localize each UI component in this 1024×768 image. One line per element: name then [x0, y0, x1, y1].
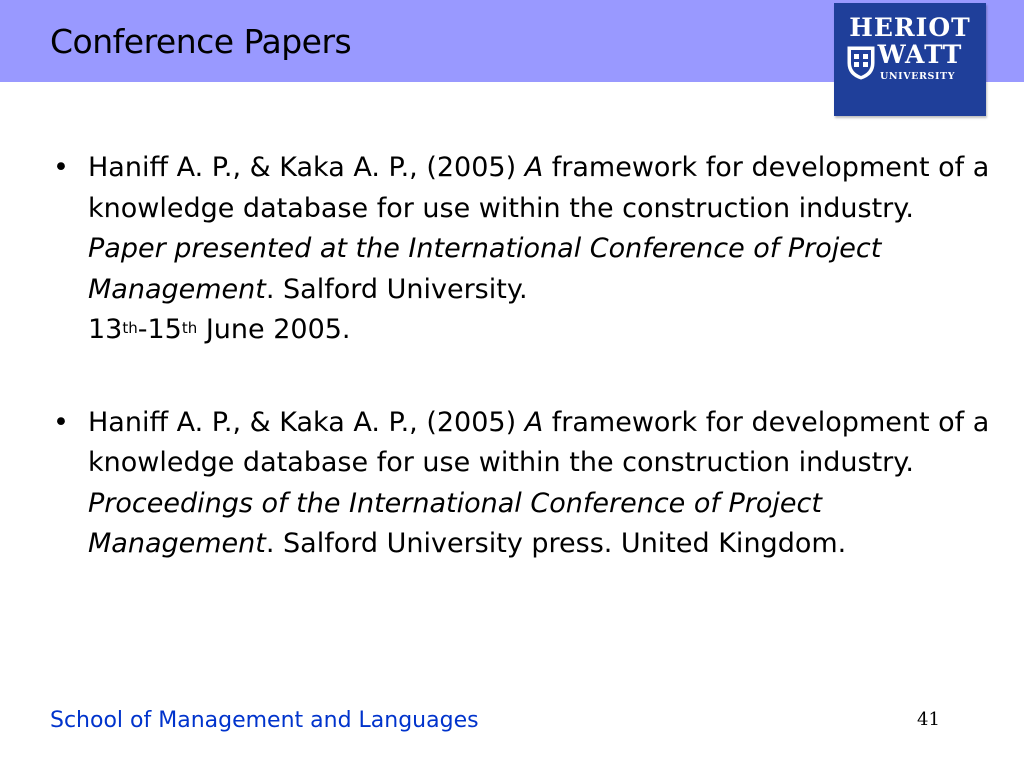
- ref-title-article: A: [524, 152, 544, 183]
- reference-list: [50, 148, 990, 617]
- ref-date-sep: -15: [137, 314, 182, 345]
- page-title: Conference Papers: [50, 22, 352, 61]
- ref-date-start-suffix: th: [122, 319, 138, 337]
- ref-location: . Salford University.: [265, 273, 528, 305]
- ref-venue: Paper presented at the International Conference of Project Management: [88, 233, 882, 305]
- reference-item: [50, 403, 990, 565]
- logo-text-heriot: HERIOT: [849, 13, 971, 42]
- ref-title: framework for development of a knowledge database for use within the construction industry.: [88, 152, 990, 224]
- footer-school-name: School of Management and Languages: [50, 708, 479, 733]
- ref-date-rest: June 2005.: [197, 314, 351, 345]
- ref-authors: Haniff A. P., & Kaka A. P., (2005): [88, 406, 525, 438]
- ref-title-article: A: [524, 406, 544, 438]
- ref-date-start: 13: [88, 314, 123, 345]
- ref-authors: Haniff A. P., & Kaka A. P., (2005): [88, 152, 525, 183]
- bullet-icon: •: [53, 406, 69, 438]
- logo-text-watt: WATT: [877, 40, 963, 69]
- ref-location: . Salford University press. United Kingdom.: [265, 528, 847, 559]
- bullet-icon: •: [53, 152, 69, 183]
- ref-date-end-suffix: th: [181, 319, 198, 337]
- ref-venue: Proceedings of the International Conference of Project Management: [88, 487, 822, 559]
- ref-title: framework for development of a knowledge database for use within the construction industry.: [88, 406, 990, 478]
- university-logo: [834, 3, 986, 116]
- reference-item: [50, 148, 990, 351]
- slide-number: 41: [917, 709, 940, 730]
- logo-text-university: UNIVERSITY: [880, 71, 956, 82]
